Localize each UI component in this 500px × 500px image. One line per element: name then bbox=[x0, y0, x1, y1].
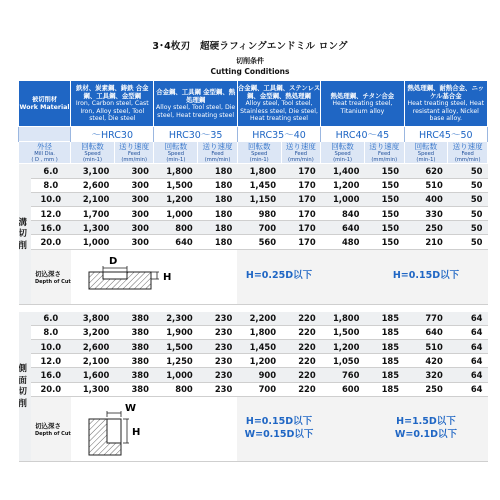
feed-header bbox=[281, 142, 321, 164]
depth-of-cut-label bbox=[31, 249, 71, 304]
work-material-en: Work Material bbox=[19, 103, 70, 111]
cell: 230 bbox=[198, 339, 238, 353]
cell: 16.0 bbox=[31, 368, 71, 382]
feed-jp: 送り速度 bbox=[285, 142, 316, 151]
side-result-1 bbox=[237, 396, 320, 461]
cell: 1,400 bbox=[321, 164, 365, 178]
hardness-row bbox=[19, 127, 488, 142]
cell: 1,200 bbox=[154, 192, 198, 206]
cell: 1,200 bbox=[237, 354, 281, 368]
side-result-2 bbox=[364, 396, 487, 461]
cell: 170 bbox=[281, 207, 321, 221]
material-cell-3 bbox=[237, 81, 320, 127]
cell: 170 bbox=[281, 178, 321, 192]
cell: 2,100 bbox=[71, 192, 115, 206]
cell: 64 bbox=[448, 312, 488, 326]
cell: 150 bbox=[364, 164, 404, 178]
cell: 12.0 bbox=[31, 207, 71, 221]
cell: 380 bbox=[114, 312, 154, 326]
cell: 170 bbox=[281, 192, 321, 206]
cell: 220 bbox=[281, 312, 321, 326]
d-label: D bbox=[108, 255, 117, 267]
side-label-char: 側 bbox=[18, 363, 27, 374]
subtitle-en: Cutting Conditions bbox=[210, 67, 290, 76]
side-cut-shape bbox=[107, 419, 121, 443]
cell: 770 bbox=[404, 312, 448, 326]
cell: 2,300 bbox=[154, 312, 198, 326]
feed-unit: (mm/min) bbox=[121, 157, 147, 164]
cell: 480 bbox=[321, 235, 365, 249]
cell: 12.0 bbox=[31, 354, 71, 368]
material-header-row bbox=[19, 81, 488, 127]
cell: 180 bbox=[198, 235, 238, 249]
cell: 1,900 bbox=[154, 325, 198, 339]
speed-header bbox=[321, 142, 365, 164]
cell: 640 bbox=[404, 325, 448, 339]
cell: 1,800 bbox=[237, 164, 281, 178]
doc-jp: 切込深さ bbox=[35, 421, 61, 430]
cell: 600 bbox=[321, 382, 365, 396]
hardness-2: HRC30～35 bbox=[154, 127, 237, 142]
table-row bbox=[19, 382, 488, 396]
cell: 620 bbox=[404, 164, 448, 178]
cell: 320 bbox=[404, 368, 448, 382]
material-jp: 熱処理鋼、耐熱合金、ニッケル基合金 bbox=[407, 83, 484, 100]
material-jp: 鉄材、炭素鋼、鋳鉄 合金鋼、工具鋼、金型鋼 bbox=[76, 83, 149, 100]
cell: 510 bbox=[404, 339, 448, 353]
w-label: W bbox=[124, 402, 136, 414]
cell: 150 bbox=[364, 207, 404, 221]
cell: 8.0 bbox=[31, 325, 71, 339]
cell: 220 bbox=[281, 354, 321, 368]
side-label-char: 切 bbox=[18, 386, 27, 397]
table-row bbox=[19, 221, 488, 235]
cell: 1,000 bbox=[154, 207, 198, 221]
dia-jp: 外径 bbox=[37, 142, 53, 151]
cell: 2,600 bbox=[71, 339, 115, 353]
cell: 1,250 bbox=[154, 354, 198, 368]
material-cell-4 bbox=[321, 81, 404, 127]
cell: 1,450 bbox=[237, 178, 281, 192]
cell: 150 bbox=[364, 235, 404, 249]
cutting-conditions-table bbox=[18, 80, 488, 462]
cell: 800 bbox=[154, 221, 198, 235]
feed-unit: (mm/min) bbox=[288, 157, 314, 164]
cell: 380 bbox=[114, 354, 154, 368]
cell: 1,150 bbox=[237, 192, 281, 206]
cell: 230 bbox=[198, 382, 238, 396]
side-label-char: 面 bbox=[18, 374, 27, 385]
feed-header bbox=[448, 142, 488, 164]
hardness-1: ～HRC30 bbox=[71, 127, 154, 142]
cell: 180 bbox=[198, 221, 238, 235]
feed-unit: (mm/min) bbox=[454, 157, 481, 164]
cell: 2,100 bbox=[71, 354, 115, 368]
slotting-figure bbox=[71, 249, 238, 304]
cell: 16.0 bbox=[31, 221, 71, 235]
cell: 220 bbox=[281, 325, 321, 339]
side-result-2b: W=0.1D以下 bbox=[394, 428, 458, 440]
cell: 185 bbox=[364, 312, 404, 326]
cell: 150 bbox=[364, 221, 404, 235]
cell: 400 bbox=[404, 192, 448, 206]
cell: 64 bbox=[448, 325, 488, 339]
table-row bbox=[19, 207, 488, 221]
cell: 1,000 bbox=[154, 368, 198, 382]
cell: 300 bbox=[114, 235, 154, 249]
depth-of-cut-label bbox=[31, 396, 71, 461]
speed-unit: (min-1) bbox=[333, 157, 353, 164]
cell: 980 bbox=[237, 207, 281, 221]
cell: 1,500 bbox=[154, 339, 198, 353]
cell: 64 bbox=[448, 339, 488, 353]
gap-cell bbox=[19, 304, 488, 312]
slotting-label-char: 切 bbox=[18, 228, 27, 239]
page-title: 3･4枚刃 超硬ラフィングエンドミル ロング bbox=[152, 41, 348, 52]
work-material-jp: 被切削材 bbox=[31, 95, 58, 103]
dia-en: Mill Dia. bbox=[34, 151, 55, 157]
material-en: Alloy steel, Tool steel, Die steel, Heat treating steel bbox=[156, 103, 236, 119]
hardness-blank bbox=[19, 127, 71, 142]
feed-en: Feed bbox=[461, 151, 474, 157]
material-cell-1 bbox=[71, 81, 154, 127]
table-row bbox=[19, 235, 488, 249]
table-row bbox=[19, 325, 488, 339]
cell: 300 bbox=[114, 192, 154, 206]
slotting-label-char: 溝 bbox=[18, 217, 27, 228]
table-row bbox=[19, 164, 488, 178]
speed-unit: (min-1) bbox=[166, 157, 186, 164]
cell: 185 bbox=[364, 354, 404, 368]
cell: 840 bbox=[321, 207, 365, 221]
cell: 50 bbox=[448, 235, 488, 249]
feed-jp: 送り速度 bbox=[202, 142, 233, 151]
side-result-spacer bbox=[321, 396, 365, 461]
table-row bbox=[19, 192, 488, 206]
side-result-1a: H=0.15D以下 bbox=[245, 415, 313, 427]
cell: 8.0 bbox=[31, 178, 71, 192]
cell: 64 bbox=[448, 382, 488, 396]
hardness-3: HRC35～40 bbox=[237, 127, 320, 142]
speed-jp: 回転数 bbox=[331, 142, 354, 151]
cell: 210 bbox=[404, 235, 448, 249]
cell: 760 bbox=[321, 368, 365, 382]
material-en: Heat treating steel, Heat resistant alloy, Nickel base alloy. bbox=[407, 99, 485, 123]
cell: 170 bbox=[281, 235, 321, 249]
mill-dia-header bbox=[19, 142, 71, 164]
cell: 380 bbox=[114, 339, 154, 353]
cell: 230 bbox=[198, 368, 238, 382]
speed-header bbox=[71, 142, 115, 164]
cell: 185 bbox=[364, 382, 404, 396]
cell: 420 bbox=[404, 354, 448, 368]
cell: 380 bbox=[114, 325, 154, 339]
speed-jp: 回転数 bbox=[247, 142, 271, 151]
cell: 50 bbox=[448, 178, 488, 192]
feed-header bbox=[364, 142, 404, 164]
work-material-cell bbox=[19, 81, 71, 127]
cell: 230 bbox=[198, 325, 238, 339]
cell: 640 bbox=[321, 221, 365, 235]
speed-unit: (min-1) bbox=[416, 157, 436, 164]
cell: 150 bbox=[364, 178, 404, 192]
cell: 50 bbox=[448, 164, 488, 178]
table-row bbox=[19, 178, 488, 192]
cell: 560 bbox=[237, 235, 281, 249]
cell: 3,100 bbox=[71, 164, 115, 178]
side-milling-diagram bbox=[71, 397, 221, 457]
cell: 220 bbox=[281, 368, 321, 382]
speed-jp: 回転数 bbox=[81, 142, 104, 151]
cell: 1,500 bbox=[154, 178, 198, 192]
cell: 380 bbox=[114, 368, 154, 382]
cell: 800 bbox=[154, 382, 198, 396]
cell: 20.0 bbox=[31, 235, 71, 249]
table-row bbox=[19, 354, 488, 368]
cell: 700 bbox=[237, 382, 281, 396]
cell: 3,800 bbox=[71, 312, 115, 326]
material-en: Alloy steel, Tool steel, Stainless steel, Die steel, Heat treating steel bbox=[240, 99, 318, 123]
cell: 700 bbox=[237, 221, 281, 235]
hardness-5: HRC45～50 bbox=[404, 127, 487, 142]
cell: 300 bbox=[114, 164, 154, 178]
cell: 1,800 bbox=[237, 325, 281, 339]
doc-en: Depth of Cut bbox=[35, 430, 71, 437]
speed-en: Speed bbox=[251, 151, 268, 157]
cell: 50 bbox=[448, 192, 488, 206]
cell: 220 bbox=[281, 339, 321, 353]
h-label: H bbox=[131, 426, 140, 438]
cell: 170 bbox=[281, 164, 321, 178]
cell: 180 bbox=[198, 192, 238, 206]
cell: 300 bbox=[114, 221, 154, 235]
cell: 1,200 bbox=[321, 339, 365, 353]
cell: 50 bbox=[448, 207, 488, 221]
feed-unit: (mm/min) bbox=[371, 157, 398, 164]
cell: 185 bbox=[364, 368, 404, 382]
cell: 185 bbox=[364, 325, 404, 339]
speed-unit: (min-1) bbox=[82, 157, 102, 164]
side-depth-row bbox=[19, 396, 488, 461]
cell: 1,300 bbox=[71, 382, 115, 396]
cell: 1,000 bbox=[71, 235, 115, 249]
section-gap bbox=[19, 304, 488, 312]
side-figure bbox=[71, 396, 238, 461]
feed-header bbox=[198, 142, 238, 164]
cell: 180 bbox=[198, 207, 238, 221]
feed-jp: 送り速度 bbox=[369, 142, 400, 151]
cell: 510 bbox=[404, 178, 448, 192]
cell: 300 bbox=[114, 178, 154, 192]
feed-jp: 送り速度 bbox=[119, 142, 150, 151]
slotting-label-char: 削 bbox=[18, 239, 27, 250]
cell: 1,200 bbox=[321, 178, 365, 192]
side-result-2a: H=1.5D以下 bbox=[396, 415, 456, 427]
speed-en: Speed bbox=[84, 151, 101, 157]
cell: 1,450 bbox=[237, 339, 281, 353]
speed-jp: 回転数 bbox=[164, 142, 188, 151]
slotting-result-1: H=0.25D以下 bbox=[237, 249, 320, 304]
cell: 230 bbox=[198, 312, 238, 326]
material-cell-5 bbox=[404, 81, 487, 127]
cell: 1,600 bbox=[71, 368, 115, 382]
cell: 6.0 bbox=[31, 164, 71, 178]
speed-en: Speed bbox=[334, 151, 351, 157]
cell: 10.0 bbox=[31, 339, 71, 353]
cell: 6.0 bbox=[31, 312, 71, 326]
slotting-diagram bbox=[71, 250, 221, 300]
cell: 250 bbox=[404, 221, 448, 235]
cell: 185 bbox=[364, 339, 404, 353]
doc-en: Depth of Cut bbox=[35, 278, 71, 285]
speed-header bbox=[237, 142, 281, 164]
side-result-1b: W=0.15D以下 bbox=[244, 428, 314, 440]
cell: 220 bbox=[281, 382, 321, 396]
feed-en: Feed bbox=[294, 151, 308, 157]
speed-unit: (min-1) bbox=[249, 157, 269, 164]
feed-header bbox=[114, 142, 154, 164]
table-row bbox=[19, 339, 488, 353]
cell: 150 bbox=[364, 192, 404, 206]
cell: 1,800 bbox=[321, 312, 365, 326]
cell: 3,200 bbox=[71, 325, 115, 339]
cell: 180 bbox=[198, 164, 238, 178]
slotting-label bbox=[19, 164, 32, 304]
feed-en: Feed bbox=[127, 151, 141, 157]
table-row bbox=[19, 368, 488, 382]
h-label: H bbox=[162, 271, 171, 283]
dia-unit: ( D , mm ) bbox=[31, 157, 58, 164]
cell: 10.0 bbox=[31, 192, 71, 206]
side-label-char: 削 bbox=[18, 397, 27, 408]
cell: 2,200 bbox=[237, 312, 281, 326]
speed-en: Speed bbox=[417, 151, 435, 157]
material-jp: 熱処理鋼、チタン合金 bbox=[330, 91, 395, 100]
material-cell-2 bbox=[154, 81, 237, 127]
speed-header bbox=[154, 142, 198, 164]
cell: 1,800 bbox=[154, 164, 198, 178]
cell: 170 bbox=[281, 221, 321, 235]
feed-en: Feed bbox=[378, 151, 391, 157]
hardness-4: HRC40～45 bbox=[321, 127, 404, 142]
cell: 380 bbox=[114, 382, 154, 396]
cell: 50 bbox=[448, 221, 488, 235]
side-milling-label bbox=[19, 312, 32, 462]
cell: 1,000 bbox=[321, 192, 365, 206]
cell: 20.0 bbox=[31, 382, 71, 396]
cell: 1,050 bbox=[321, 354, 365, 368]
speed-header bbox=[404, 142, 448, 164]
material-en: Iron, Carbon steel, Cast Iron, Alloy steel, Tool steel, Die steel bbox=[75, 99, 149, 123]
cell: 1,300 bbox=[71, 221, 115, 235]
cell: 180 bbox=[198, 178, 238, 192]
cell: 640 bbox=[154, 235, 198, 249]
feed-unit: (mm/min) bbox=[204, 157, 231, 164]
cell: 64 bbox=[448, 368, 488, 382]
material-jp: 合金鋼、工具鋼、ステンレス鋼、金型鋼、熱処理鋼 bbox=[237, 83, 321, 100]
speed-en: Speed bbox=[167, 151, 184, 157]
material-jp: 合金鋼、工具鋼 金型鋼、熱処理鋼 bbox=[156, 87, 236, 104]
cell: 330 bbox=[404, 207, 448, 221]
cell: 2,600 bbox=[71, 178, 115, 192]
table-row bbox=[19, 312, 488, 326]
cell: 300 bbox=[114, 207, 154, 221]
feed-jp: 送り速度 bbox=[452, 142, 483, 151]
speed-jp: 回転数 bbox=[414, 142, 438, 151]
cell: 64 bbox=[448, 354, 488, 368]
slotting-depth-row bbox=[19, 249, 488, 304]
slotting-result-spacer bbox=[321, 249, 365, 304]
slotting-result-2: H=0.15D以下 bbox=[364, 249, 487, 304]
column-header-row bbox=[19, 142, 488, 164]
slot-shape bbox=[103, 272, 127, 279]
material-en: Heat treating steel, Titanium alloy bbox=[332, 99, 393, 115]
feed-en: Feed bbox=[211, 151, 224, 157]
subtitle-jp: 切削条件 bbox=[236, 57, 264, 65]
cell: 900 bbox=[237, 368, 281, 382]
cell: 1,700 bbox=[71, 207, 115, 221]
cell: 1,500 bbox=[321, 325, 365, 339]
cell: 230 bbox=[198, 354, 238, 368]
doc-jp: 切込深さ bbox=[35, 269, 61, 278]
cell: 250 bbox=[404, 382, 448, 396]
